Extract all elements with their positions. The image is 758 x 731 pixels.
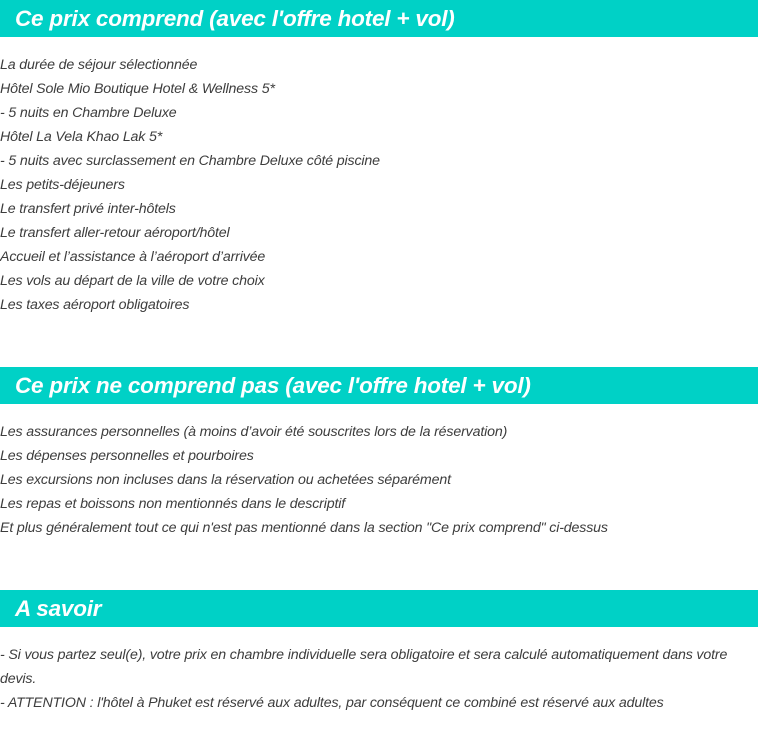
list-item: Et plus généralement tout ce qui n'est pas mentionné dans la section "Ce prix comprend" ci-dessus <box>0 520 608 536</box>
section-header-not-included <box>0 367 758 404</box>
list-item: Les repas et boissons non mentionnés dans le descriptif <box>0 496 346 512</box>
list-item: Le transfert aller-retour aéroport/hôtel <box>0 225 230 241</box>
included-items-list <box>0 53 758 317</box>
list-item: Les taxes aéroport obligatoires <box>0 297 190 313</box>
list-item: - Si vous partez seul(e), votre prix en chambre individuelle sera obligatoire et sera calculé automatiquement dans votre devis. <box>0 647 728 687</box>
list-item: Le transfert privé inter-hôtels <box>0 201 176 217</box>
list-item: - 5 nuits en Chambre Deluxe <box>0 105 177 121</box>
list-item: - 5 nuits avec surclassement en Chambre Deluxe côté piscine <box>0 153 380 169</box>
list-item: Hôtel Sole Mio Boutique Hotel & Wellness 5* <box>0 81 275 97</box>
list-item: Les dépenses personnelles et pourboires <box>0 448 254 464</box>
section-header-good-to-know <box>0 590 758 627</box>
section-title-included: Ce prix comprend (avec l'offre hotel + vol) <box>15 6 455 31</box>
list-item: Les excursions non incluses dans la réservation ou achetées séparément <box>0 472 451 488</box>
list-item: Les petits-déjeuners <box>0 177 125 193</box>
section-header-included <box>0 0 758 37</box>
list-item: Les vols au départ de la ville de votre choix <box>0 273 265 289</box>
not-included-items-list <box>0 420 758 540</box>
list-item: La durée de séjour sélectionnée <box>0 57 198 73</box>
good-to-know-items-list <box>0 643 758 715</box>
list-item: Hôtel La Vela Khao Lak 5* <box>0 129 163 145</box>
list-item: Les assurances personnelles (à moins d’avoir été souscrites lors de la réservation) <box>0 424 508 440</box>
section-title-not-included: Ce prix ne comprend pas (avec l'offre hotel + vol) <box>15 373 531 398</box>
section-title-good-to-know: A savoir <box>15 596 102 621</box>
list-item: - ATTENTION : l'hôtel à Phuket est réservé aux adultes, par conséquent ce combiné est réservé aux adultes <box>0 695 664 711</box>
list-item: Accueil et l’assistance à l’aéroport d’arrivée <box>0 249 266 265</box>
